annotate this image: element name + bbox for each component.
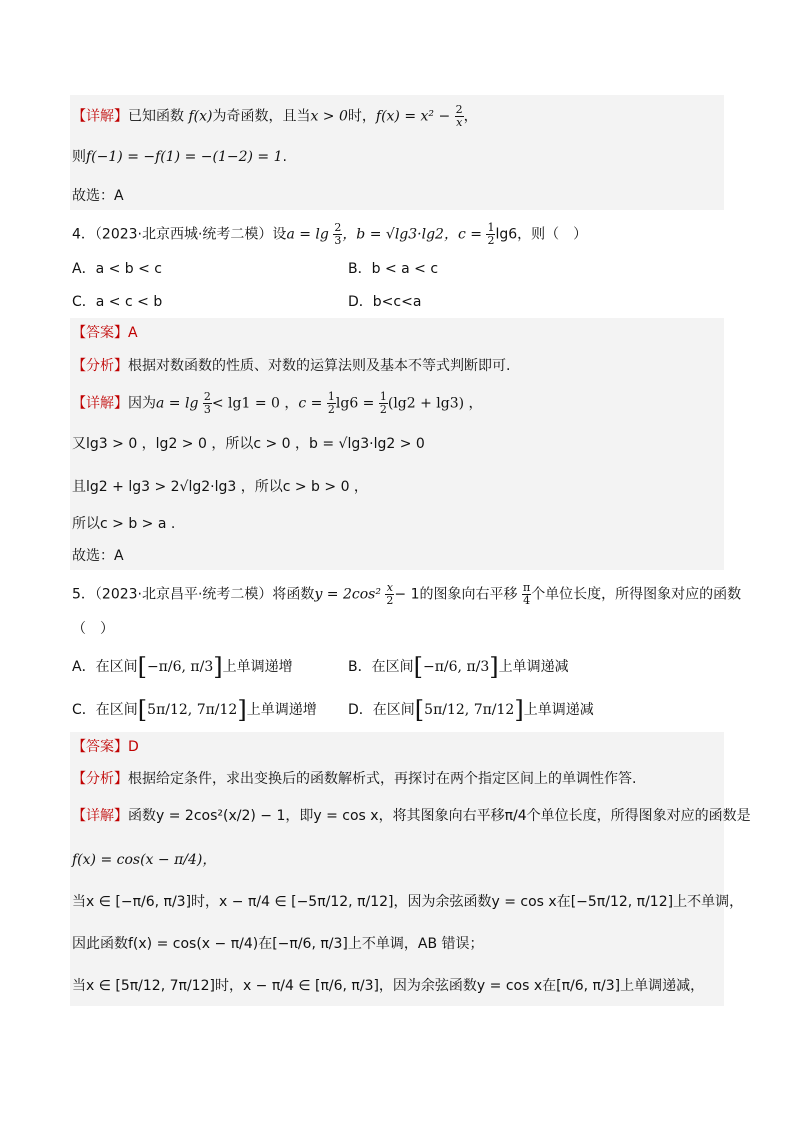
q4-options-row2	[72, 292, 722, 312]
q5-option-c-int: 5π/12, 7π/12	[147, 702, 238, 718]
fraction: $\frac{2}{x}$	[455, 103, 463, 129]
d3-text: 当x ∈ [−π/6, π/3]时，x − π/4 ∈ [−5π/12, π/12]，因为余弦函数y = cos x在[−5π/12, π/12]上不单调，	[72, 894, 744, 910]
detail-tag: 【详解】	[72, 108, 128, 125]
q5-stem-tail: 个单位长度，所得图象对应的函数	[531, 586, 742, 603]
answer-tag: 【答案】A	[72, 325, 138, 341]
q5-stem-mid: − 1的图象向右平移	[394, 586, 518, 603]
q5-option-d-pre: D．在区间	[348, 702, 415, 718]
d1-mid: < lg1 = 0 ，	[211, 395, 299, 412]
d1-c2: lg6 =	[335, 395, 375, 412]
q5-option-d-int: 5π/12, 7π/12	[424, 702, 515, 718]
fx-symbol: f(x)	[184, 108, 213, 125]
q4-detail-1	[72, 391, 722, 416]
fraction: $\frac{1}{2}$	[487, 221, 495, 247]
q4-stem	[72, 222, 722, 247]
q5-option-b-post: 上单调递减	[498, 659, 569, 675]
q4-option-a: A．a < b < c	[72, 261, 163, 277]
q5-stem-paren	[72, 619, 722, 639]
fraction: $\frac{1}{2}$	[379, 390, 387, 416]
d1-a: a = lg	[156, 395, 199, 412]
fraction: $\frac{1}{2}$	[327, 390, 335, 416]
analysis-tag: 【分析】	[72, 771, 128, 787]
detail-fx: f(x) = x² −	[375, 108, 451, 125]
comma: ，	[463, 108, 478, 125]
q5-option-c-post: 上单调递增	[246, 702, 317, 718]
q4-detail-3	[72, 477, 722, 497]
p3-line2	[72, 147, 722, 167]
q5-stem-pre: 5．（2023·北京昌平·统考二模）将函数	[72, 586, 315, 603]
analysis-text: 根据对数函数的性质、对数的运算法则及基本不等式判断即可.	[128, 358, 511, 374]
line2-eq: f(−1) = −f(1) = −(1−2) = 1	[86, 149, 283, 165]
p3-choice	[72, 186, 722, 206]
q4-a-def: a = lg	[286, 226, 329, 243]
choice-text: 故选：A	[72, 548, 124, 564]
choice-text: 故选：A	[72, 188, 124, 204]
q5-option-a-post: 上单调递增	[222, 659, 293, 675]
q4-option-d: D．b<c<a	[348, 294, 422, 310]
q5-detail-5	[72, 976, 722, 996]
d1-tail: (lg2 + lg3) ，	[387, 395, 483, 412]
q5-detail-4	[72, 934, 722, 954]
answer-tag: 【答案】D	[72, 739, 139, 755]
q4-detail-2	[72, 434, 722, 454]
d2-text: 又lg3 > 0 ，lg2 > 0 ，所以c > 0 ，b = √lg3·lg2 > 0	[72, 436, 425, 452]
q5-answer	[72, 737, 722, 757]
q4-c-def: c =	[457, 226, 483, 243]
q4-option-c: C．a < c < b	[72, 294, 163, 310]
q5-paren: （ ）	[72, 621, 114, 637]
d1-c: c =	[298, 395, 323, 412]
analysis-tag: 【分析】	[72, 358, 128, 374]
q4-analysis	[72, 356, 722, 376]
p3-detail-line	[72, 104, 722, 129]
q4-detail-4	[72, 514, 722, 534]
q5-option-d-post: 上单调递减	[523, 702, 594, 718]
detail-mid: 为奇函数，且当	[212, 108, 311, 125]
q4-b-def: ，b = √lg3·lg2，	[342, 226, 458, 243]
q4-answer	[72, 323, 722, 343]
q5-option-b-int: −π/6, π/3	[422, 659, 490, 675]
q5-detail-2	[72, 850, 722, 870]
d2-text: f(x) = cos(x − π/4)，	[72, 852, 217, 868]
d4-text: 因此函数f(x) = cos(x − π/4)在[−π/6, π/3]上不单调，AB 错误；	[72, 936, 484, 952]
q4-option-b: B．b < a < c	[348, 261, 439, 277]
fraction: $\frac{2}{3}$	[334, 221, 342, 247]
d5-text: 当x ∈ [5π/12, 7π/12]时，x − π/4 ∈ [π/6, π/3]，因为余弦函数y = cos x在[π/6, π/3]上单调递减，	[72, 978, 705, 994]
q4-choice	[72, 546, 722, 566]
d3-text: 且lg2 + lg3 > 2√lg2·lg3 ，所以c > b > 0 ，	[72, 479, 368, 495]
q4-c-tail: lg6，则（ ）	[495, 226, 588, 243]
fraction: $\frac{x}{2}$	[386, 581, 394, 607]
q5-option-a-pre: A．在区间	[72, 659, 138, 675]
fraction: $\frac{\pi}{4}$	[522, 581, 531, 607]
line2-pre: 则	[72, 149, 86, 165]
analysis-text: 根据给定条件，求出变换后的函数解析式，再探讨在两个指定区间上的单调性作答.	[128, 771, 637, 787]
detail-text: 已知函数	[128, 108, 184, 125]
q5-option-b-pre: B．在区间	[348, 659, 414, 675]
q5-detail-1	[72, 806, 751, 826]
detail-tag: 【详解】	[72, 395, 128, 412]
q4-options-row1	[72, 259, 722, 279]
d1-text: 函数y = 2cos²(x/2) − 1，即y = cos x，将其图象向右平移π/4个单位长度，所得图象对应的函数是	[128, 808, 751, 824]
q5-options-row1: A．在区间[−π/6, π/3]上单调递增 B．在区间[−π/6, π/3]上单调递减	[72, 653, 569, 681]
q5-option-a-int: −π/6, π/3	[146, 659, 214, 675]
q5-analysis	[72, 769, 722, 789]
fraction: $\frac{2}{3}$	[203, 390, 211, 416]
detail-tag: 【详解】	[72, 808, 128, 824]
q5-detail-3	[72, 892, 744, 912]
q5-options-row2: C．在区间[5π/12, 7π/12]上单调递增 D．在区间[5π/12, 7π/12]上单调递减	[72, 696, 594, 724]
q5-stem-y: y = 2cos²	[314, 586, 381, 603]
d1-pre: 因为	[128, 395, 156, 412]
line2-end: .	[282, 149, 287, 165]
detail-when: 时，	[347, 108, 376, 125]
d4-text: 所以c > b > a .	[72, 516, 176, 532]
q5-option-c-pre: C．在区间	[72, 702, 138, 718]
detail-cond: x > 0	[310, 108, 348, 125]
q4-stem-pre: 4．（2023·北京西城·统考二模）设	[72, 226, 287, 243]
q5-stem	[72, 581, 742, 607]
